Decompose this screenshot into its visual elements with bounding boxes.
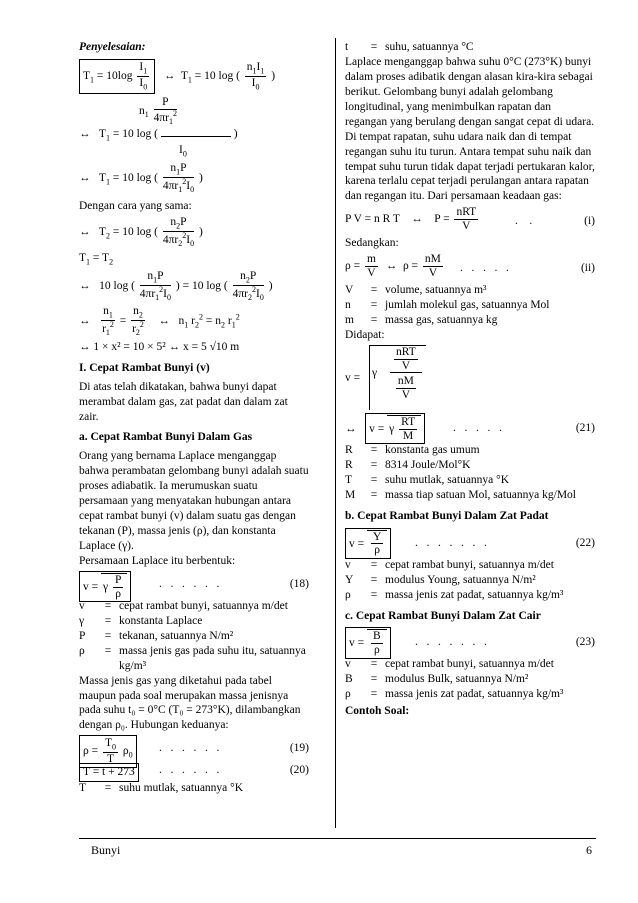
equation-t1-simplified: ↔ $T_1 = 10$ log ( $\frac{n_1P}{4\pi r_1^2I_0}$ ) — [79, 162, 203, 195]
section-intro-text: Di atas telah dikatakan, bahwa bunyi dapat merambat dalam gas, zat padat dan dalam zat zair. — [79, 380, 288, 423]
didapat-label: Didapat: — [345, 329, 385, 342]
section-heading-gas: a. Cepat Rambat Bunyi Dalam Gas — [79, 431, 253, 444]
laplace-adiabatic-text: Laplace menganggap bahwa suhu 0°C (273°K) bunyi dalam proses adibatik dengan alasan kira-kira sebagai berikut. Gelombang bunyi adalah gelombang longitudinal, yang menimbulkan rapatan dan regangan yang berulang dengan sangat cepat di udara. Di tempat rapatan, suhu udara naik dan di tempat regangan suhu itu turun. Antara tempat suhu naik dan tempat suhu turun tidak dapat terjadi pertukaran kalor, karena terlalu cepat terjadi perulangan antara rapatan dan regangan itu. Dari persamaan keadaan gas: — [345, 55, 595, 203]
equation-t1-equals-t2: $T_1 = T_2$ — [79, 252, 114, 267]
definitions-23: v = cepat rambat bunyi, satuannya m/det B = modulus Bulk, satuannya N/m² ρ = massa jenis zat padat, satuannya kg/m³ — [345, 658, 564, 701]
solution-heading: Penyelesaian: — [79, 41, 146, 53]
definitions-ii: V = volume, satuannya m³ n = jumlah molekul gas, satuannya Mol m = massa gas, satuannya kg — [345, 284, 550, 327]
column-divider — [335, 38, 336, 828]
equation-20: T = t + 273 . . . . . . (20) — [79, 763, 309, 779]
equation-19: ρ = $\frac{T_0}{T}$ $\rho_0$ . . . . . . (19) — [79, 735, 309, 761]
equation-23: v = $\frac{B}{\rho}$ . . . . . . . (23) — [345, 627, 595, 655]
section-heading-solid: b. Cepat Rambat Bunyi Dalam Zat Padat — [345, 509, 549, 522]
definition-T: T = suhu mutlak, satuannya °K — [79, 782, 244, 795]
example-heading: Contoh Soal: — [345, 705, 410, 718]
equation-t1: $T_1 = 10\log$ $\frac{I_1}{I_0}$ ↔ $T_1 = 10$ log ( $\frac{n_1I_1}{I_0}$ ) — [79, 59, 309, 94]
section-heading-liquid: c. Cepat Rambat Bunyi Dalam Zat Cair — [345, 609, 541, 622]
equation-21: ↔ v = γ $\frac{RT}{M}$ . . . . . (21) — [345, 413, 595, 441]
equation-t2: ↔ $T_2 = 10$ log ( $\frac{n_2P}{4\pi r_2^2I_0}$ ) — [79, 216, 203, 249]
equation-ratio: ↔ $\frac{n_1}{r_1^2}$ = $\frac{n_2}{r_2^2}$ ↔ $n_1$ $r_2^2 = n_2$ $r_1^2$ — [79, 304, 240, 337]
section-heading-cepat-rambat: I. Cepat Rambat Bunyi (v) — [79, 361, 210, 374]
equation-log-equality: ↔ 10 log ( $\frac{n_1P}{4\pi r_1^2I_0}$ ) = 10 log ( $\frac{n_2P}{4\pi r_2^2I_0}$ ) — [79, 269, 273, 302]
laplace-intro-text: Orang yang bernama Laplace menganggap bahwa perambatan gelombang bunyi adalah suatu proses adiabatik. Ia merumuskan suatu persamaan yang menyatakan hubungan antara cepat rambat bunyi (v) dalam suatu gas dengan tekanan (P), massa jenis (ρ), dan konstanta Laplace (γ). — [79, 450, 309, 552]
page-number: 6 — [586, 843, 592, 857]
same-way-text: Dengan cara yang sama: — [79, 200, 192, 213]
definitions-21: R = konstanta gas umum R = 8314 Joule/Mol°K T = suhu mutlak, satuannya °K M = massa tiap satuan Mol, satuannya kg/Mol — [345, 444, 576, 501]
equation-i: P V = n R T ↔ P = $\frac{\text{nRT}}{V}$ . . (i) — [345, 206, 595, 232]
equation-v-derivation: v = γ $\frac{\text{nRT}}{V}$ $\frac{nM}{V}$ — [345, 345, 595, 411]
sedangkan-label: Sedangkan: — [345, 237, 399, 250]
footer-rule — [79, 838, 596, 839]
definitions-22: v = cepat rambat bunyi, satuannya m/det Y = modulus Young, satuannya N/m² ρ = massa jenis zat padat, satuannya kg/m³ — [345, 558, 564, 601]
equation-18: v = γ $\frac{P}{\rho}$ . . . . . . (18) — [79, 571, 309, 597]
equation-ii: ρ = $\frac{m}{V}$ ↔ ρ = $\frac{nM}{V}$ . . . . . (ii) — [345, 253, 595, 279]
left-column — [79, 40, 309, 796]
equation-t1-expanded: $n_1$ $\frac{P}{4\pi r_1^2}$ ↔ $T_1 = 10$ log ( ) $I_0$ — [79, 96, 238, 159]
equation-22: v = $\frac{Y}{\rho}$ . . . . . . . (22) — [345, 528, 595, 556]
definition-t: t = suhu, satuannya °C — [345, 41, 474, 53]
footer-title: Bunyi — [91, 843, 121, 857]
density-text: Massa jenis gas yang diketahui pada tabel maupun pada soal merupakan massa jenisnya pada suhu t₀ = 0°C (T₀ = 273°K), dilambangkan dengan ρ₀. Hubungan keduanya: — [79, 674, 301, 732]
definitions-18: v = cepat rambat bunyi, satuannya m/det γ = konstanta Laplace P = tekanan, satuannya N/m² ρ = massa jenis gas pada suhu itu, satuannya kg/m³ — [79, 599, 306, 672]
equation-result: ↔ 1 × x² = 10 × 5² ↔ x = 5 √10 m — [79, 340, 240, 353]
laplace-form-label: Persamaan Laplace itu berbentuk: — [79, 554, 236, 567]
right-column — [345, 40, 595, 719]
